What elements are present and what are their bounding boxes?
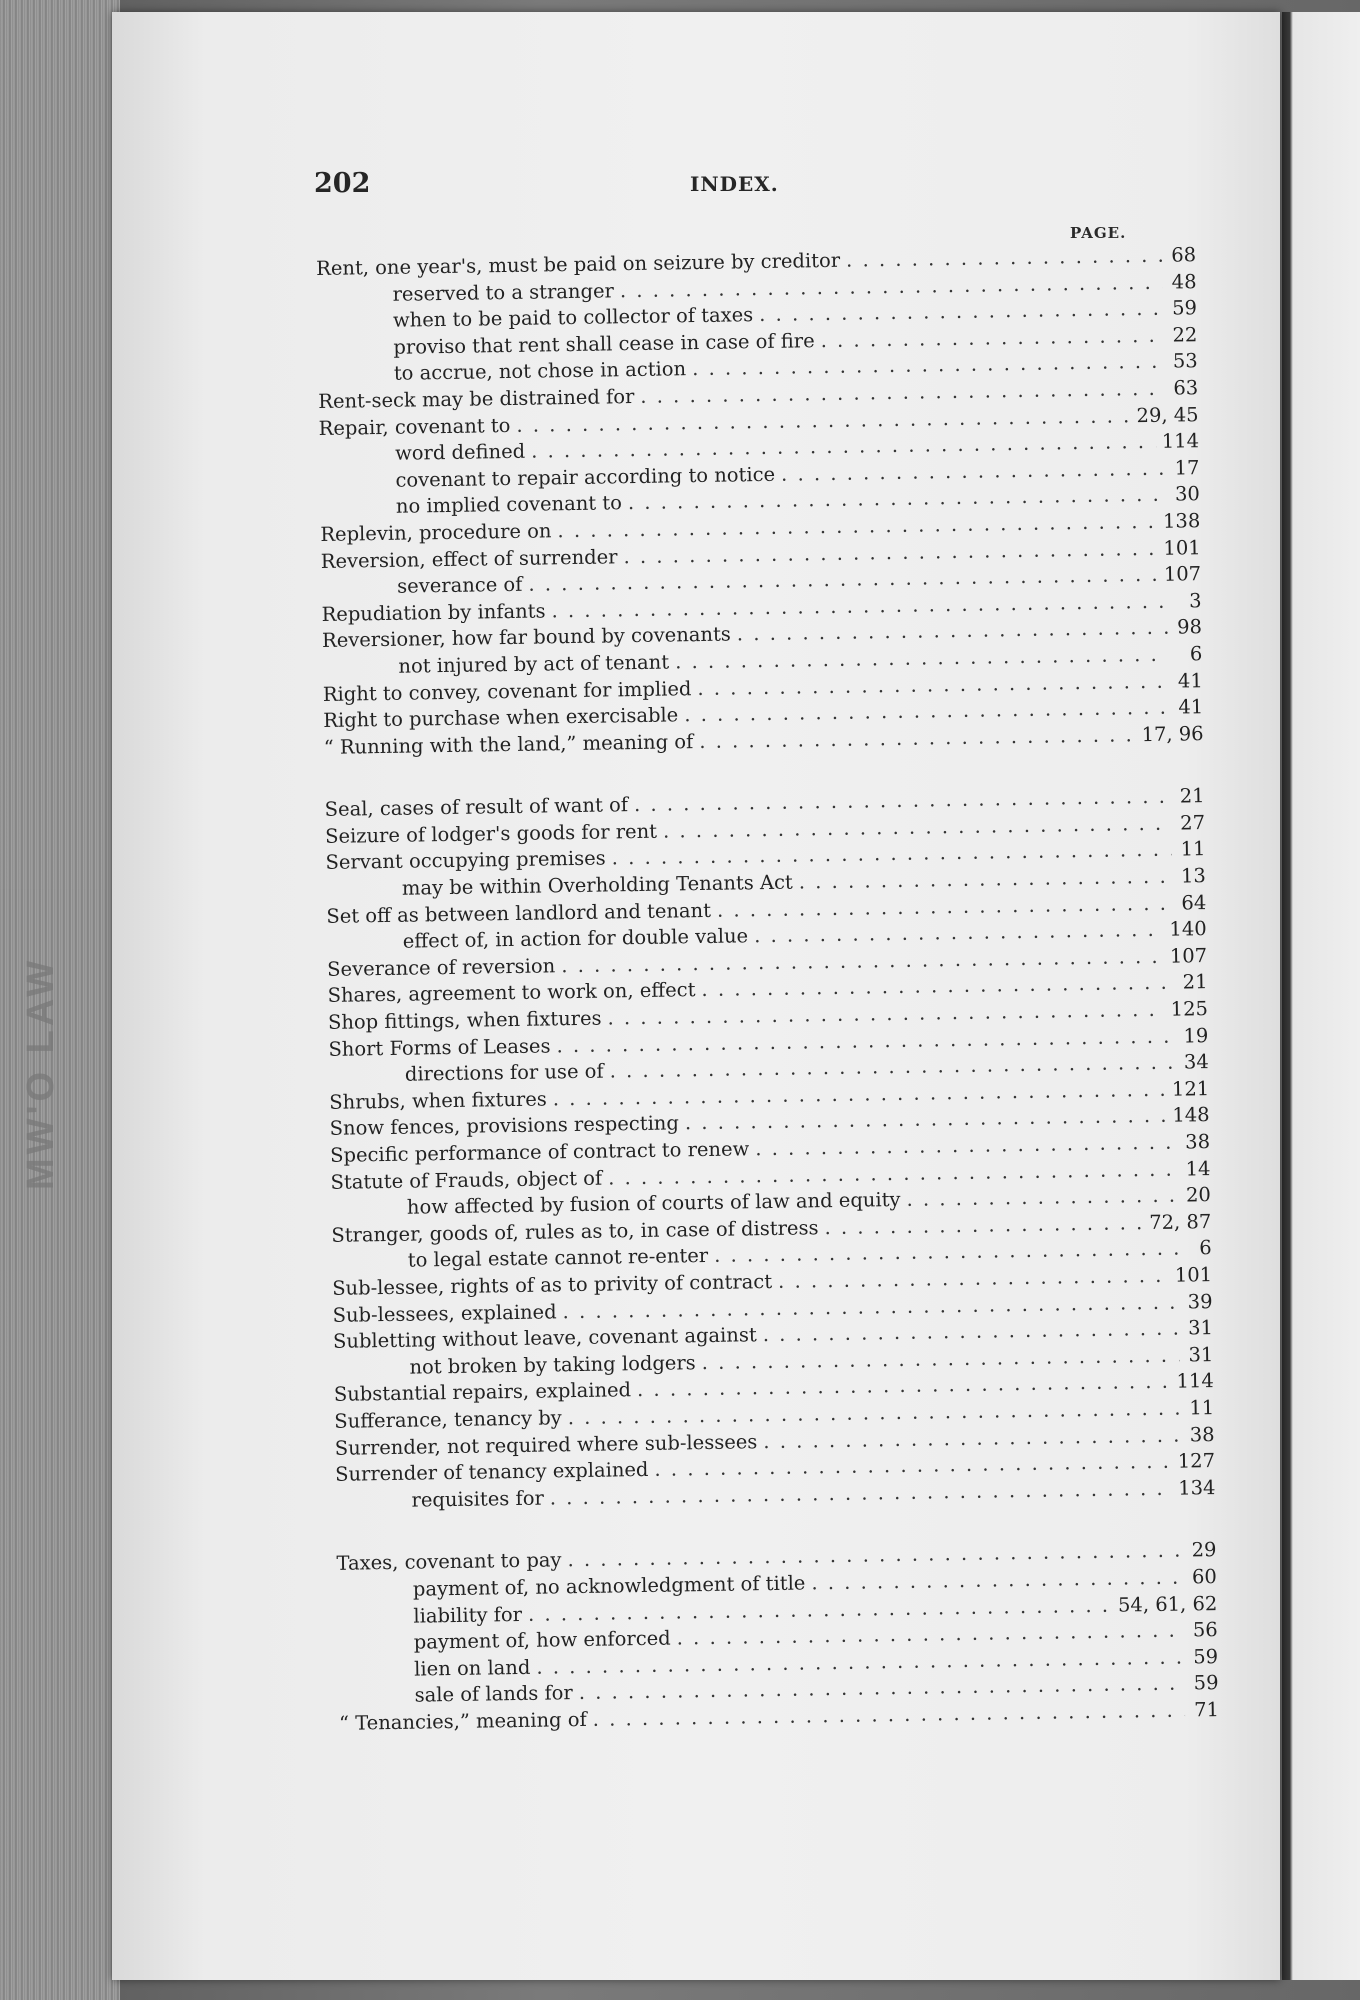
entry-page-numbers: 6 — [1189, 642, 1203, 666]
entry-text: liability for — [413, 1602, 523, 1628]
entry-text: Servant occupying premises — [325, 846, 606, 875]
dot-leader — [906, 1183, 1177, 1214]
entry-page-numbers: 17 — [1174, 455, 1200, 480]
entry-text: “ Tenancies,” meaning of — [338, 1707, 587, 1735]
entry-page-numbers: 59 — [1171, 296, 1198, 320]
entry-text: to legal estate cannot re-enter — [407, 1244, 709, 1273]
entry-page-numbers: 29 — [1191, 1538, 1217, 1562]
entry-page-numbers: 71 — [1193, 1697, 1220, 1722]
entry-text: payment of, no acknowledgment of title — [412, 1571, 806, 1601]
entry-text: payment of, how enforced — [413, 1626, 671, 1654]
entry-text: Severance of reversion — [327, 954, 556, 981]
entry-page-numbers: 38 — [1189, 1422, 1215, 1446]
entry-page-numbers: 59 — [1193, 1644, 1219, 1669]
entry-page-numbers: 101 — [1174, 1263, 1213, 1287]
entry-text: Repair, covenant to — [318, 413, 511, 440]
entry-text: Rent, one year's, must be paid on seizure by creditor — [316, 248, 841, 280]
entry-page-numbers: 38 — [1185, 1130, 1211, 1154]
entry-page-numbers: 29, 45 — [1136, 402, 1199, 427]
page-number: 202 — [314, 168, 371, 199]
entry-page-numbers: 13 — [1180, 864, 1207, 888]
entry-text: Shop fittings, when fixtures — [327, 1006, 602, 1034]
entry-text: word defined — [394, 439, 526, 465]
entry-text: Repudiation by infants — [321, 599, 546, 626]
entry-text: Sufferance, tenancy by — [334, 1406, 562, 1433]
entry-text: Seizure of lodger's goods for rent — [324, 819, 658, 848]
entry-page-numbers: 140 — [1169, 917, 1207, 941]
entry-text: Taxes, covenant to pay — [336, 1548, 562, 1576]
entry-page-numbers: 11 — [1180, 837, 1206, 861]
entry-page-numbers: 53 — [1172, 349, 1198, 373]
entry-page-numbers: 59 — [1193, 1671, 1219, 1695]
adjacent-page-edge — [1282, 12, 1360, 1980]
entry-text: Specific performance of contract to renew — [329, 1137, 750, 1167]
entry-page-numbers: 31 — [1188, 1342, 1214, 1367]
entry-text: no implied covenant to — [395, 491, 623, 519]
entry-page-numbers: 20 — [1185, 1183, 1212, 1207]
running-title: INDEX. — [690, 172, 779, 196]
entry-text: not broken by taking lodgers — [409, 1350, 696, 1379]
entry-text: reserved to a stranger — [392, 278, 615, 306]
entry-page-numbers: 64 — [1181, 890, 1207, 915]
index-group — [316, 242, 1204, 761]
entry-text: Surrender, not required where sub-lessees — [334, 1429, 758, 1460]
entry-text: covenant to repair according to notice — [395, 462, 776, 492]
entry-page-numbers: 63 — [1173, 376, 1199, 400]
entry-page-numbers: 114 — [1176, 1369, 1214, 1393]
entry-text: sale of lands for — [414, 1681, 573, 1707]
entry-text: Replevin, procedure on — [320, 519, 552, 546]
entry-text: Snow fences, provisions respecting — [329, 1111, 680, 1141]
entry-text: Statute of Frauds, object of — [330, 1166, 603, 1194]
entry-page-numbers: 3 — [1188, 588, 1202, 613]
entry-text: when to be paid to collector of taxes — [392, 303, 754, 332]
entry-page-numbers: 54, 61, 62 — [1117, 1591, 1218, 1617]
entry-text: Substantial repairs, explained — [333, 1378, 632, 1407]
entry-text: Reversion, effect of surrender — [320, 544, 618, 573]
entry-text: Shares, agreement to work on, effect — [327, 978, 696, 1008]
entry-page-numbers: 121 — [1171, 1076, 1210, 1101]
entry-page-numbers: 114 — [1161, 429, 1200, 453]
entry-page-numbers: 22 — [1172, 322, 1198, 347]
entry-text: directions for use of — [404, 1059, 604, 1086]
entry-text: Rent-seck may be distrained for — [318, 384, 635, 413]
entry-page-numbers: 6 — [1199, 1236, 1212, 1260]
index-group — [336, 1537, 1219, 1737]
entry-text: Surrender of tenancy explained — [334, 1458, 649, 1486]
entry-page-numbers: 27 — [1180, 810, 1206, 835]
entry-page-numbers: 101 — [1163, 535, 1201, 560]
entry-page-numbers: 11 — [1189, 1395, 1215, 1420]
entry-page-numbers: 134 — [1178, 1475, 1216, 1500]
entry-text: Right to purchase when exercisable — [323, 703, 679, 733]
entry-page-numbers: 125 — [1170, 997, 1209, 1021]
entry-page-numbers: 107 — [1163, 562, 1202, 586]
entry-page-numbers: 41 — [1177, 668, 1203, 693]
entry-page-numbers: 21 — [1179, 784, 1205, 808]
entry-page-numbers: 60 — [1191, 1564, 1218, 1589]
entry-text: to accrue, not chose in action — [393, 357, 687, 386]
entry-page-numbers: 31 — [1187, 1316, 1214, 1340]
entry-text: requisites for — [411, 1486, 544, 1512]
entry-page-numbers: 127 — [1177, 1449, 1216, 1473]
index-group — [325, 783, 1216, 1515]
entry-text: Set off as between landlord and tenant — [326, 898, 712, 928]
entry-page-numbers: 39 — [1187, 1289, 1213, 1313]
entry-text: Subletting without leave, covenant against — [332, 1323, 757, 1354]
entry-text: not injured by act of tenant — [398, 650, 670, 678]
book-page-edges — [0, 0, 120, 2000]
entry-text: Reversioner, how far bound by covenants — [321, 622, 732, 653]
entry-page-numbers: 30 — [1174, 482, 1201, 506]
entry-text: Sub-lessees, explained — [332, 1299, 557, 1327]
entry-text: how affected by fusion of courts of law and equity — [406, 1188, 901, 1219]
page-header — [314, 164, 1154, 204]
entry-text: Short Forms of Leases — [328, 1034, 551, 1061]
entry-text: Sub-lessee, rights of as to privity of contract — [332, 1269, 773, 1300]
entry-text: may be within Overholding Tenants Act — [401, 870, 793, 900]
entry-page-numbers: 98 — [1176, 615, 1203, 639]
entry-page-numbers: 34 — [1183, 1050, 1209, 1074]
entry-text: Right to convey, covenant for implied — [322, 676, 692, 706]
entry-text: severance of — [397, 572, 523, 598]
entry-text: Seal, cases of result of want of — [324, 793, 629, 822]
entry-text: Shrubs, when fixtures — [329, 1087, 547, 1114]
entry-text: “ Running with the land,” meaning of — [323, 729, 694, 759]
entry-page-numbers: 138 — [1162, 509, 1201, 533]
index-list — [316, 242, 1220, 1773]
entry-page-numbers: 148 — [1172, 1103, 1210, 1128]
entry-page-numbers: 41 — [1178, 695, 1204, 719]
entry-text: Stranger, goods of, rules as to, in case of distress — [331, 1216, 819, 1247]
entry-page-numbers: 56 — [1192, 1618, 1218, 1642]
entry-text: lien on land — [414, 1655, 531, 1681]
entry-page-numbers: 72, 87 — [1149, 1209, 1212, 1234]
entry-page-numbers: 14 — [1185, 1156, 1211, 1181]
entry-text: effect of, in action for double value — [402, 924, 749, 953]
entry-page-numbers: 17, 96 — [1141, 721, 1204, 746]
entry-page-numbers: 21 — [1182, 970, 1208, 994]
spine-label: MW'O LAW — [20, 956, 62, 1190]
dot-leader — [699, 722, 1136, 755]
entry-page-numbers: 107 — [1169, 943, 1208, 968]
entry-text: proviso that rent shall cease in case of fire — [393, 328, 815, 359]
entry-page-numbers: 48 — [1171, 269, 1197, 294]
entry-page-numbers: 68 — [1171, 243, 1197, 267]
entry-page-numbers: 19 — [1183, 1023, 1209, 1048]
page-column-heading: PAGE. — [1070, 224, 1127, 242]
